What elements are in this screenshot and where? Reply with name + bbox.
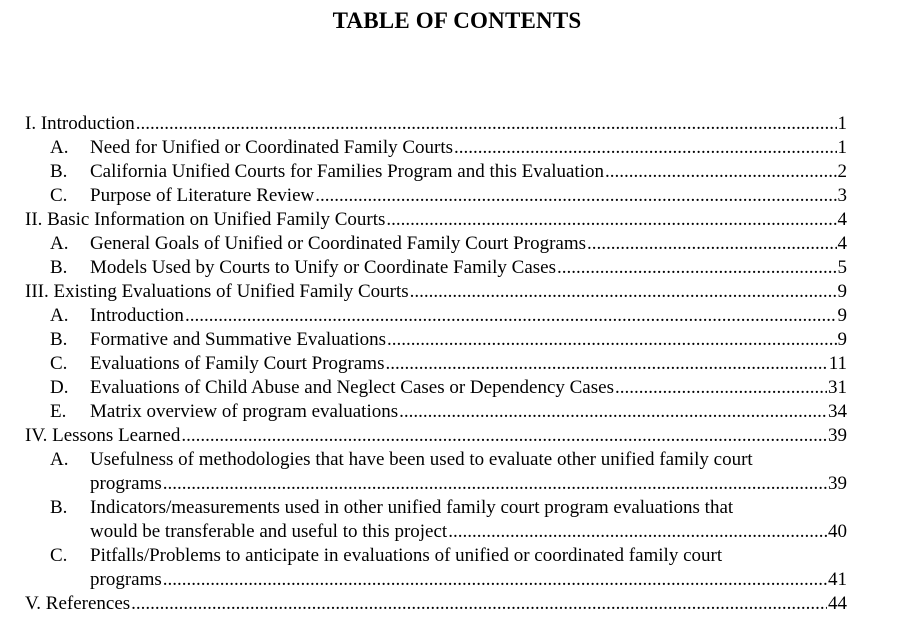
table-of-contents	[25, 112, 847, 616]
page-title: TABLE OF CONTENTS	[332, 8, 582, 33]
item-title: Need for Unified or Coordinated Family Courts	[90, 137, 454, 158]
section-title: Lessons Learned	[52, 425, 181, 446]
dot-leader	[557, 256, 837, 280]
item-title-line-1: Indicators/measurements used in other unified family court program evaluations that	[90, 497, 734, 518]
toc-item	[25, 496, 847, 544]
page-number: 9	[837, 329, 847, 350]
item-letter: B.	[50, 257, 68, 278]
toc-item	[25, 352, 847, 376]
toc-item-line	[50, 472, 847, 496]
toc-section	[25, 424, 847, 448]
page-number: 39	[828, 473, 847, 494]
section-title: References	[45, 593, 131, 614]
page-number: 40	[828, 521, 847, 542]
dot-leader	[587, 232, 836, 256]
section-title: Introduction	[40, 113, 135, 134]
toc-item	[25, 376, 847, 400]
section-number: III.	[25, 281, 49, 302]
dot-leader	[385, 352, 827, 376]
toc-item-line	[50, 568, 847, 592]
toc-item	[25, 256, 847, 280]
toc-item	[25, 400, 847, 424]
item-title: Models Used by Courts to Unify or Coordinate Family Cases	[90, 257, 556, 278]
toc-section	[25, 280, 847, 304]
page-number: 39	[828, 425, 847, 446]
toc-item-line	[50, 496, 847, 520]
page-number: 44	[828, 593, 847, 614]
toc-item	[25, 136, 847, 160]
toc-item	[25, 544, 847, 592]
dot-leader	[181, 424, 827, 448]
toc-item	[25, 232, 847, 256]
item-letter: A.	[50, 449, 69, 470]
dot-leader	[185, 304, 837, 328]
page-number: 9	[837, 305, 847, 326]
item-title: Evaluations of Child Abuse and Neglect Cases or Dependency Cases	[90, 377, 614, 398]
item-letter: B.	[50, 161, 68, 182]
item-letter: C.	[50, 185, 68, 206]
page-number: 1	[837, 113, 847, 134]
page-number: 3	[837, 185, 847, 206]
toc-section	[25, 592, 847, 616]
item-title: Purpose of Literature Review	[90, 185, 315, 206]
item-letter: D.	[50, 377, 69, 398]
toc-section	[25, 112, 847, 136]
item-title-line-1: Usefulness of methodologies that have been used to evaluate other unified family court	[90, 449, 753, 470]
dot-leader	[163, 472, 827, 496]
page-number: 4	[837, 233, 847, 254]
page-number: 2	[837, 161, 847, 182]
page-number: 11	[828, 353, 847, 374]
page-number: 34	[828, 401, 847, 422]
dot-leader	[315, 184, 836, 208]
toc-item	[25, 184, 847, 208]
item-title: California Unified Courts for Families Program and this Evaluation	[90, 161, 604, 182]
toc-item	[25, 448, 847, 496]
toc-item-line	[50, 544, 847, 568]
section-number: I.	[25, 113, 37, 134]
page-number: 41	[828, 569, 847, 590]
item-letter: E.	[50, 401, 67, 422]
page-number: 9	[837, 281, 847, 302]
dot-leader	[410, 280, 837, 304]
item-letter: C.	[50, 353, 68, 374]
dot-leader	[136, 112, 837, 136]
toc-item	[25, 328, 847, 352]
item-title: Matrix overview of program evaluations	[90, 401, 399, 422]
page-number: 5	[837, 257, 847, 278]
item-title: Formative and Summative Evaluations	[90, 329, 387, 350]
item-title-line-2: would be transferable and useful to this project	[90, 521, 448, 542]
dot-leader	[386, 208, 836, 232]
dot-leader	[163, 568, 827, 592]
item-title-line-1: Pitfalls/Problems to anticipate in evaluations of unified or coordinated family court	[90, 545, 723, 566]
item-letter: B.	[50, 329, 68, 350]
toc-item-line	[50, 448, 847, 472]
item-letter: B.	[50, 497, 68, 518]
item-title: General Goals of Unified or Coordinated Family Court Programs	[90, 233, 587, 254]
dot-leader	[131, 592, 827, 616]
section-number: II.	[25, 209, 43, 230]
dot-leader	[399, 400, 827, 424]
item-letter: A.	[50, 305, 69, 326]
item-title: Introduction	[90, 305, 184, 326]
item-letter: A.	[50, 137, 69, 158]
toc-section	[25, 208, 847, 232]
section-number: V.	[25, 593, 42, 614]
dot-leader	[448, 520, 827, 544]
toc-item-line	[50, 520, 847, 544]
toc-item	[25, 304, 847, 328]
page-number: 31	[828, 377, 847, 398]
section-title: Basic Information on Unified Family Courts	[47, 209, 386, 230]
item-letter: A.	[50, 233, 69, 254]
item-title-line-2: programs	[90, 473, 162, 494]
dot-leader	[615, 376, 827, 400]
page-number: 1	[837, 137, 847, 158]
toc-item	[25, 160, 847, 184]
section-title: Existing Evaluations of Unified Family Courts	[53, 281, 409, 302]
dot-leader	[387, 328, 836, 352]
dot-leader	[605, 160, 837, 184]
dot-leader	[454, 136, 836, 160]
item-letter: C.	[50, 545, 68, 566]
section-number: IV.	[25, 425, 48, 446]
page-number: 4	[837, 209, 847, 230]
item-title-line-2: programs	[90, 569, 162, 590]
item-title: Evaluations of Family Court Programs	[90, 353, 385, 374]
